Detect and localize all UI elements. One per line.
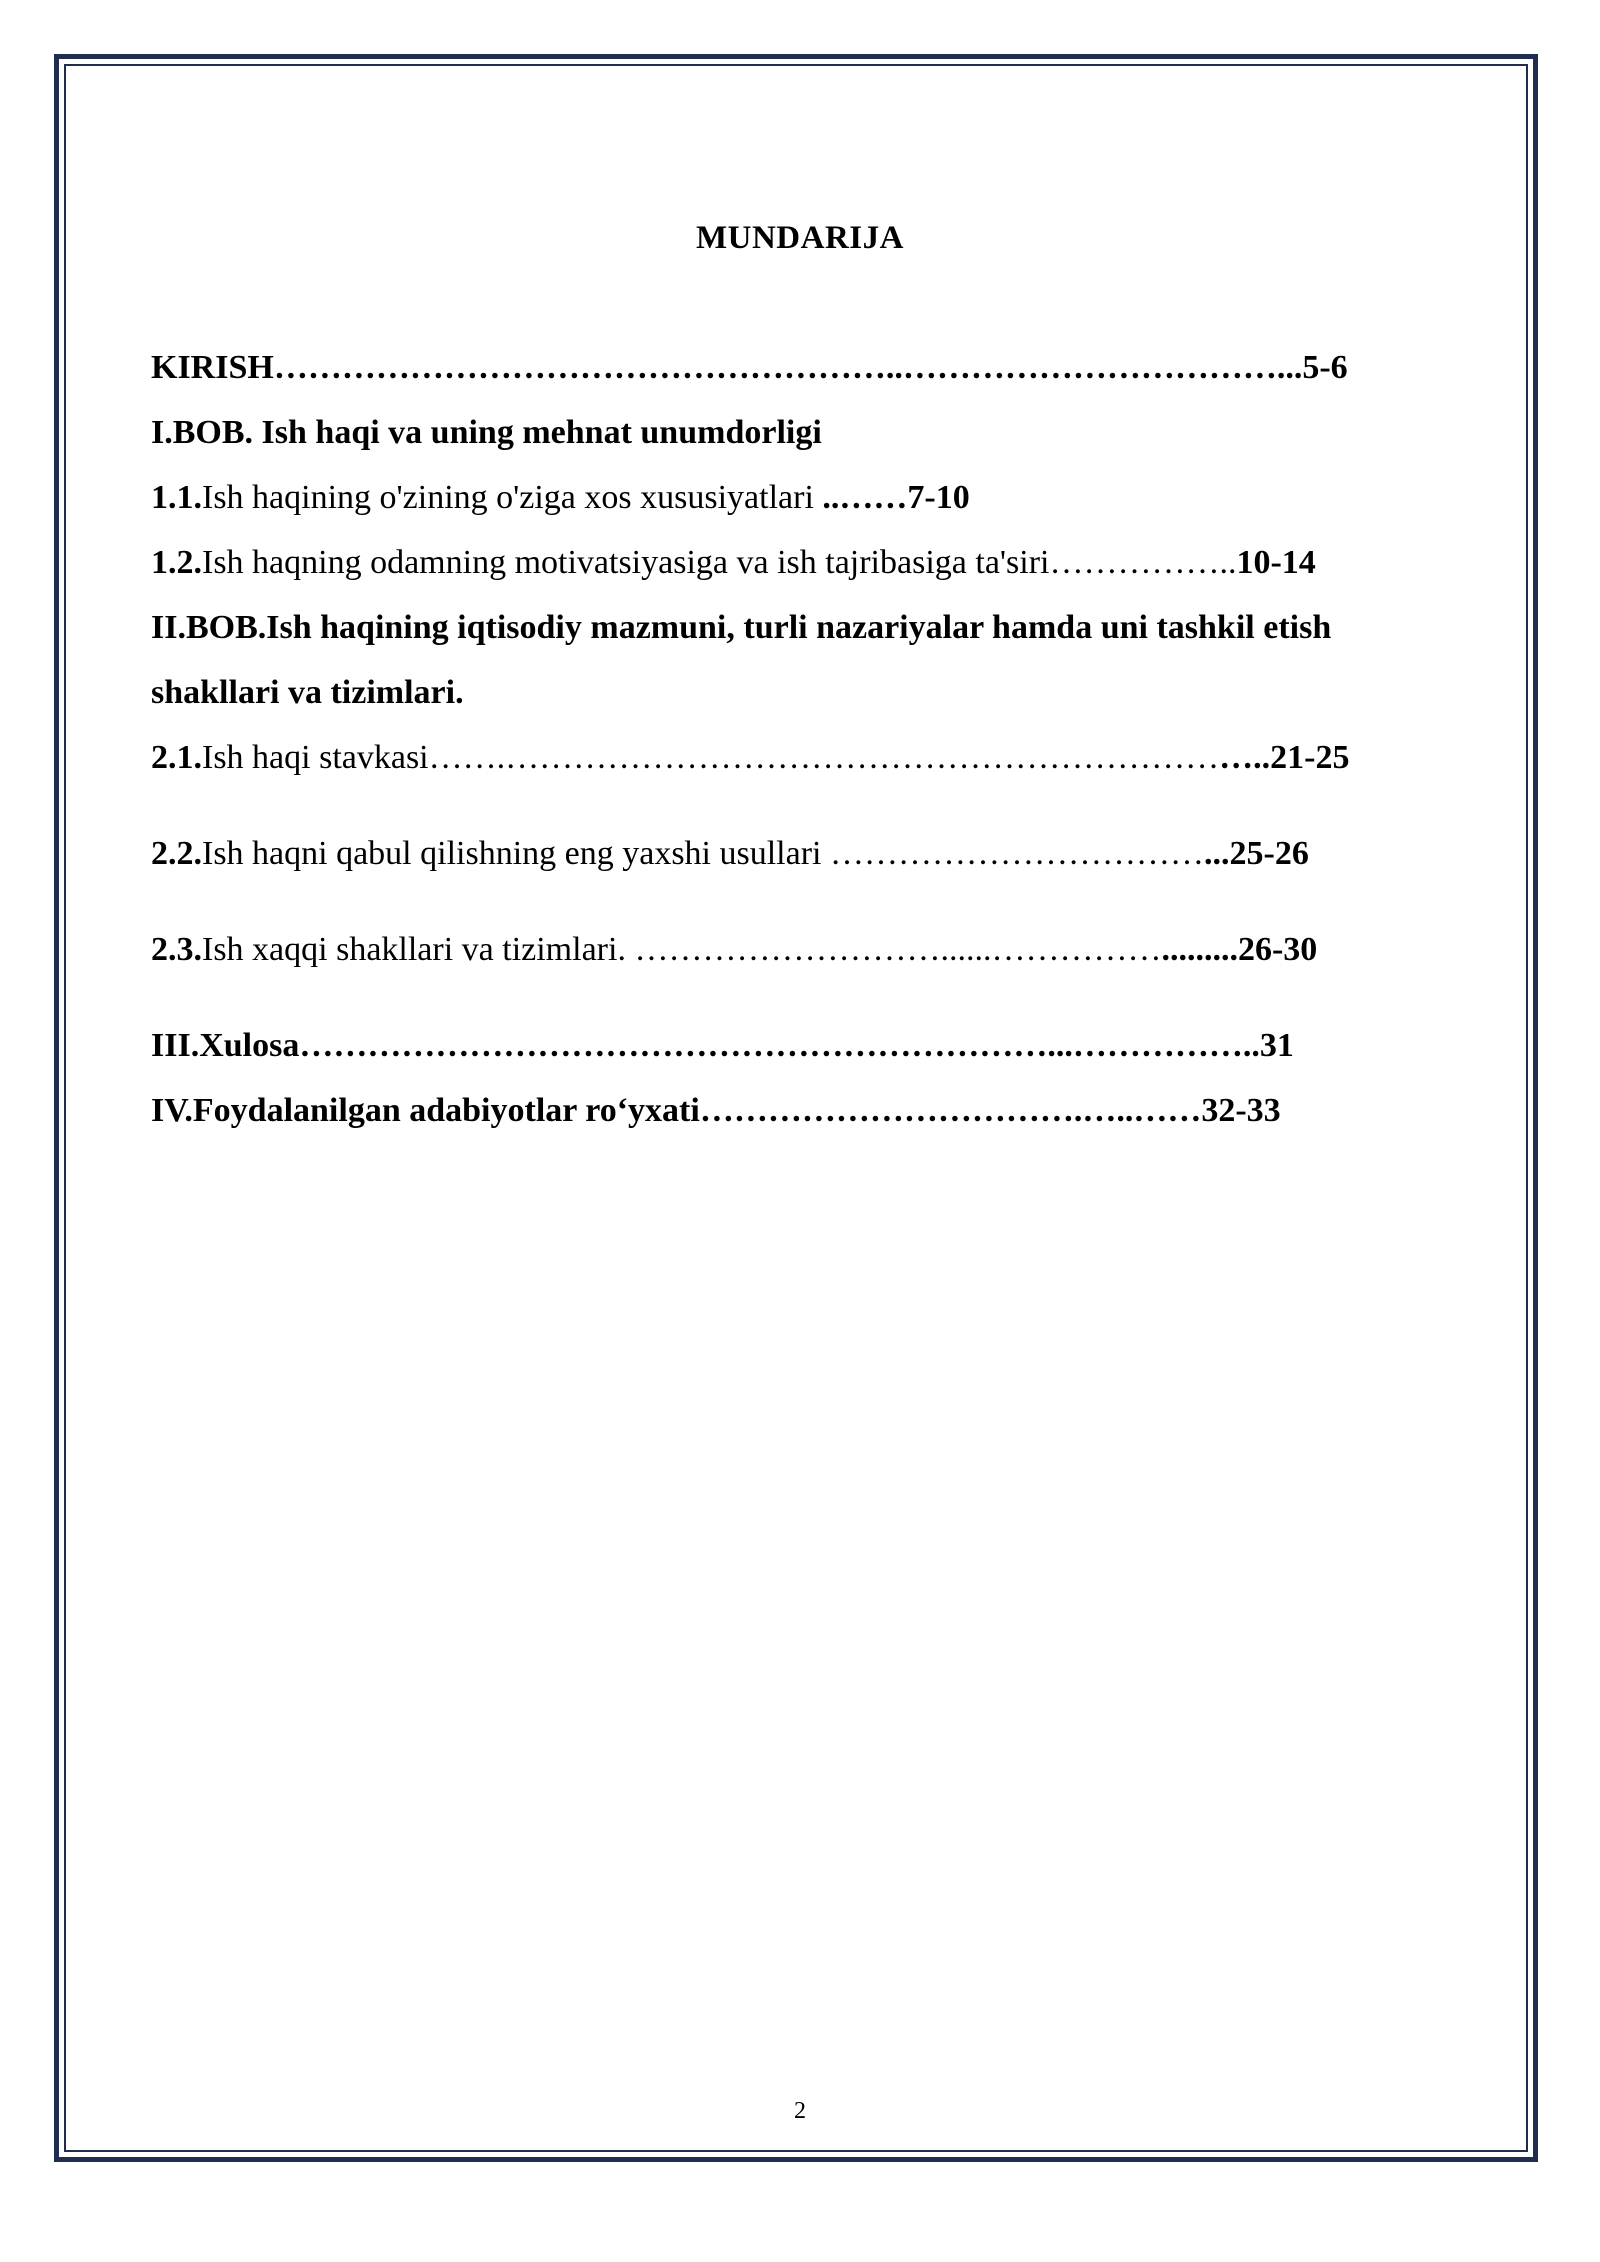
toc-page-range: 25-26 — [1229, 835, 1309, 872]
toc-entry-2-1[interactable] — [151, 738, 1349, 778]
toc-leader-dots: …….……………………………………………………… — [428, 739, 1220, 776]
toc-entry-2-3[interactable] — [151, 930, 1317, 970]
toc-label: shakllari va tizimlari. — [151, 674, 464, 711]
toc-page-range: 10-14 — [1236, 544, 1316, 581]
toc-chapter-2-line-2[interactable] — [151, 673, 464, 713]
toc-leader-dots-bold: ......... — [1161, 931, 1238, 968]
toc-entry-adabiyotlar[interactable] — [151, 1091, 1281, 1131]
toc-leader-dots: ………………………......…………… — [634, 931, 1162, 968]
toc-chapter-1[interactable] — [151, 413, 822, 453]
toc-page-range: 31 — [1259, 1027, 1294, 1064]
toc-page-range: 21-25 — [1270, 739, 1350, 776]
toc-entry-2-2[interactable] — [151, 834, 1309, 874]
toc-leader-dots: ………………………………………………..……………………………... — [273, 349, 1303, 386]
toc-label: Ish xaqqi shakllari va tizimlari. — [202, 931, 635, 968]
page-number: 2 — [794, 2098, 806, 2124]
toc-section-number: 1.2. — [151, 544, 202, 581]
toc-label: KIRISH — [151, 349, 274, 386]
toc-leader-dots-bold: ….. — [1219, 739, 1271, 776]
toc-page-range: 26-30 — [1237, 931, 1318, 968]
toc-label: Ish haqining o'zining o'ziga xos xususiyatlari — [202, 479, 823, 516]
document-title: MUNDARIJA — [696, 220, 904, 256]
toc-leader-dots: ..…… — [822, 479, 908, 516]
toc-leader-dots: …………………………….…..…… — [699, 1092, 1202, 1129]
toc-leader-dots: …………….. — [1049, 544, 1237, 581]
toc-section-number: 2.1. — [151, 739, 202, 776]
toc-label: III.Xulosa — [151, 1027, 300, 1064]
toc-label: I.BOB. Ish haqi va uning mehnat unumdorligi — [151, 414, 822, 451]
toc-label: Ish haqni qabul qilishning eng yaxshi usullari — [202, 835, 830, 872]
toc-entry-kirish[interactable] — [151, 348, 1348, 388]
toc-leader-dots-bold: ... — [1204, 835, 1230, 872]
toc-page-range: 5-6 — [1302, 349, 1348, 386]
toc-section-number: 1.1. — [151, 479, 202, 516]
toc-leader-dots: …………………………………………………………...…………….. — [299, 1027, 1260, 1064]
toc-label: II.BOB.Ish haqining iqtisodiy mazmuni, turli nazariyalar hamda uni tashkil etish — [151, 609, 1332, 646]
toc-entry-1-2[interactable] — [151, 543, 1316, 583]
toc-page-range: 32-33 — [1201, 1092, 1281, 1129]
toc-label: Ish haqning odamning motivatsiyasiga va ish tajribasiga ta'siri — [202, 544, 1050, 581]
toc-entry-xulosa[interactable] — [151, 1026, 1294, 1066]
toc-section-number: 2.2. — [151, 835, 202, 872]
toc-label: IV.Foydalanilgan adabiyotlar ro‘yxati — [151, 1092, 700, 1129]
toc-entry-1-1[interactable] — [151, 478, 970, 518]
toc-leader-dots: …………………………… — [830, 835, 1204, 872]
toc-label: Ish haqi stavkasi — [202, 739, 429, 776]
toc-page-range: 7-10 — [907, 479, 970, 516]
toc-chapter-2-line-1[interactable] — [151, 608, 1331, 648]
toc-section-number: 2.3. — [151, 931, 202, 968]
